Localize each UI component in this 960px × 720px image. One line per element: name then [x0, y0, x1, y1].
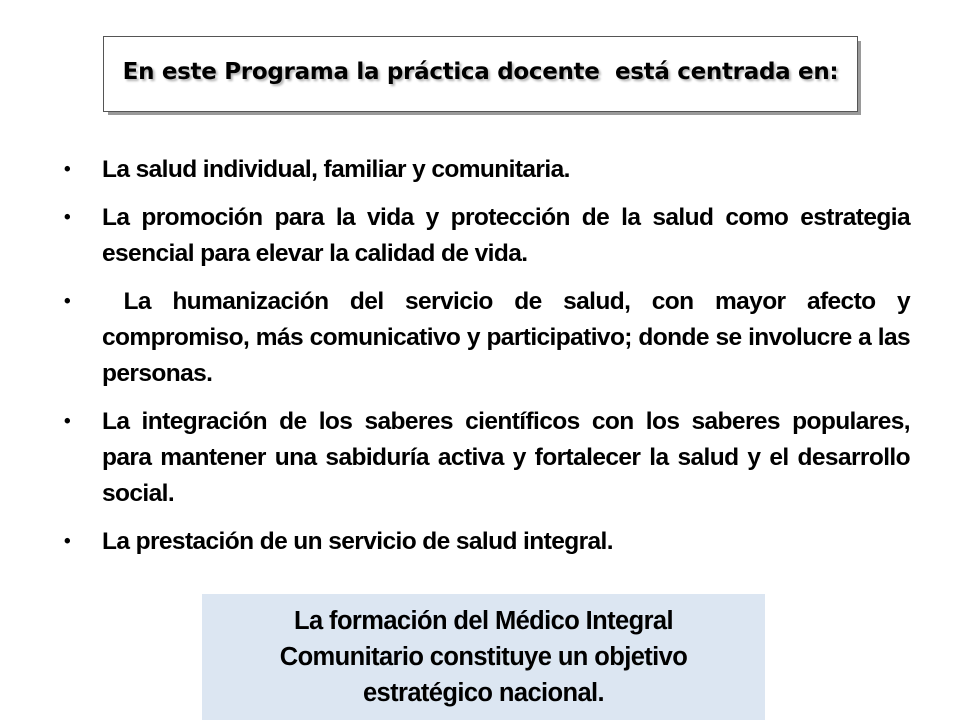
bullet-item [62, 404, 910, 512]
slide-title: En este Programa la práctica docente está centrada en: [122, 59, 839, 85]
bullet-item [62, 524, 910, 560]
bullet-text: La prestación de un servicio de salud integral. [102, 528, 613, 555]
bullet-text: La humanización del servicio de salud, con mayor afecto y compromiso, más comunicativo y participativo; donde se involucre a las personas. [102, 288, 917, 387]
bullet-marker: • [64, 411, 71, 432]
bullet-marker: • [64, 291, 71, 312]
bullet-text: La integración de los saberes científicos con los saberes populares, para mantener una sabiduría activa y fortalecer la salud y el desarrollo social. [102, 408, 910, 507]
conclusion-box [202, 594, 765, 720]
bullet-text: La promoción para la vida y protección de la salud como estrategia esencial para elevar la calidad de vida. [102, 204, 910, 267]
bullet-item [62, 200, 910, 272]
bullet-item [62, 284, 917, 392]
bullet-list [62, 152, 917, 560]
title-box [103, 36, 858, 112]
bullet-marker: • [64, 531, 71, 552]
bullet-text: La salud individual, familiar y comunitaria. [102, 156, 570, 183]
bullet-item [62, 152, 910, 188]
bullet-marker: • [64, 159, 71, 180]
conclusion-text: La formación del Médico Integral Comunitario constituye un objetivo estratégico nacional. [279, 607, 688, 707]
bullet-marker: • [64, 207, 71, 228]
